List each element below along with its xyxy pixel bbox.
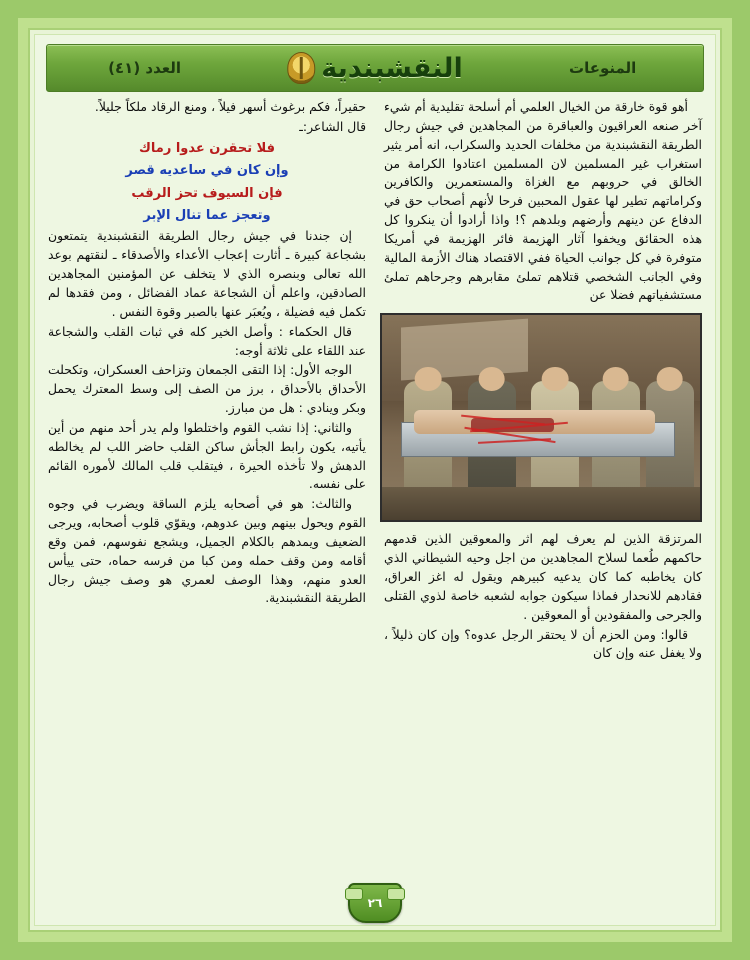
header-issue-label: العدد (٤١) — [108, 59, 181, 77]
page-number: ٢٦ — [348, 883, 402, 923]
paragraph: قالوا: ومن الحزم أن لا يحتقر الرجل عدوه؟ وإن كان ذليلاً ، ولا يغفل عنه وإن كان — [384, 626, 702, 661]
paragraph: المرتزقة الذين لم يعرف لهم اثر والمعوقين الذين قدمهم حاكمهم طُعما لسلاح المجاهدين من اجل وحيه الشيطاني الذي كان يخاطبه كما كان يدعيه كبيرهم ويقول له اغز العراق، فقادهم للانحدار فماذا سيكون جوابه لشعبه خاصة لذوي القتلى والجرحى والمفقودين أو المعوقين . — [384, 531, 702, 622]
paragraph: حقيراً، فكم برغوث أسهر فيلاً ، ومنع الرقاد ملكاً جليلاً. — [94, 99, 366, 114]
poem-line: وتعجز عما تنال الإبر — [143, 208, 271, 223]
paragraph: والثالث: هو في أصحابه يلزم الساقة ويضرب في وجوه القوم ويحول بينهم وبين عدوهم، ويقوّي قلوب أصحابه، ويرجى الضعيف ويمدهم بالكلام الجميل، ويشجع نفوسهم، فمن وقع أقامه ومن وقف حمله ومن كبا من فرسه حماه، حتى ييأس العدو منهم، وهذا الوصف لعمري هو وصف جيش رجال الطريقة النقشبندية. — [48, 496, 366, 606]
paragraph: أهو قوة خارقة من الخيال العلمي أم أسلحة تقليدية أم شيء آخر صنعه العراقيون والعباقرة من المجاهدين في جيش رجال الطريقة النقشبندية من مخلفات الحديد والسكراب، انه أمر يثير استغراب غير المسلمين لان المسلمين اعتادوا الكرامة من الخالق في حروبهم مع الغزاة والمستعمرين والكافرين وكراماتهم تطير لها عقول المحبين فرحا لأنهم أصحاب حق في الدفاع عن دينهم وأرضهم وبلدهم ؟! واذا أرادوا أن ينكروا كل هذه الحقائق ويخفوا آثار الهزيمة فائر الهزيمة في أمريكا متوفرة في كل جوانب الحياة ففي الاقتصاد هناك الأزمة المالية وفي الجانب الشخصي قتلاهم تملئ مقابرهم وجرحاهم تملئ مستشفياتهم فضلا عن — [384, 99, 702, 303]
article-columns — [42, 98, 708, 912]
crest-icon — [287, 52, 315, 84]
page-content — [42, 42, 708, 918]
badge-wing-left-icon — [345, 888, 363, 900]
masthead-title: النقشبندية — [321, 52, 463, 84]
badge-wing-right-icon — [387, 888, 405, 900]
paragraph: إن جندنا في جيش رجال الطريقة النقشبندية يتمتعون بشجاعة كبيرة ـ أثارت إعجاب الأعداء والأصدقاء ـ لنقتهم بوعد الله تعالى وبنصره الذي لا يتخلف عن المؤمنين المجاهدين الصادقين، واعلم أن الشجاعة عماد الفضائل ، ومن فقدها لم تكمل فيه فضيلة ، ويُعبَر عنها بالصبر وقوة النفس . — [48, 228, 366, 319]
paragraph: والثاني: إذا نشب القوم واختلطوا ولم يدر أحد منهم من أين يأتيه، يكون رابط الجأش ساكن القلب حاضر اللب لم يخالطه الدهش ولا تأخذه الحيرة ، فيتقلب قلب المالك لأموره القائم على نفسه. — [48, 419, 366, 492]
photo-ground — [382, 487, 700, 520]
column-right — [384, 98, 702, 912]
column-left — [48, 98, 366, 912]
poet-attribution: قال الشاعر:ـ — [299, 118, 366, 134]
paragraph: قال الحكماء : وأصل الخير كله في ثبات القلب والشجاعة عند اللقاء على ثلاثة أوجه: — [48, 323, 366, 358]
photo-tubing — [458, 416, 598, 449]
page-number-badge — [347, 882, 403, 924]
field-medical-photo — [380, 313, 702, 522]
header-section-label: المنوعات — [569, 59, 637, 77]
masthead — [287, 52, 462, 84]
poem-line: وإن كان في ساعديه قصر — [125, 163, 289, 179]
poem-line: فلا تحقرن عدوا رماك — [138, 140, 275, 156]
page-header — [46, 44, 704, 92]
column-divider — [375, 98, 376, 912]
paragraph: الوجه الأول: إذا التقى الجمعان وتزاحف العسكران، وتكحلت الأحداق بالأحداق ، برز من الصف إلى وسط المعترك يحمل وبكر وينادي : هل من مبارز. — [48, 362, 366, 416]
poem-line: فإن السيوف تحز الرقب — [131, 185, 283, 201]
